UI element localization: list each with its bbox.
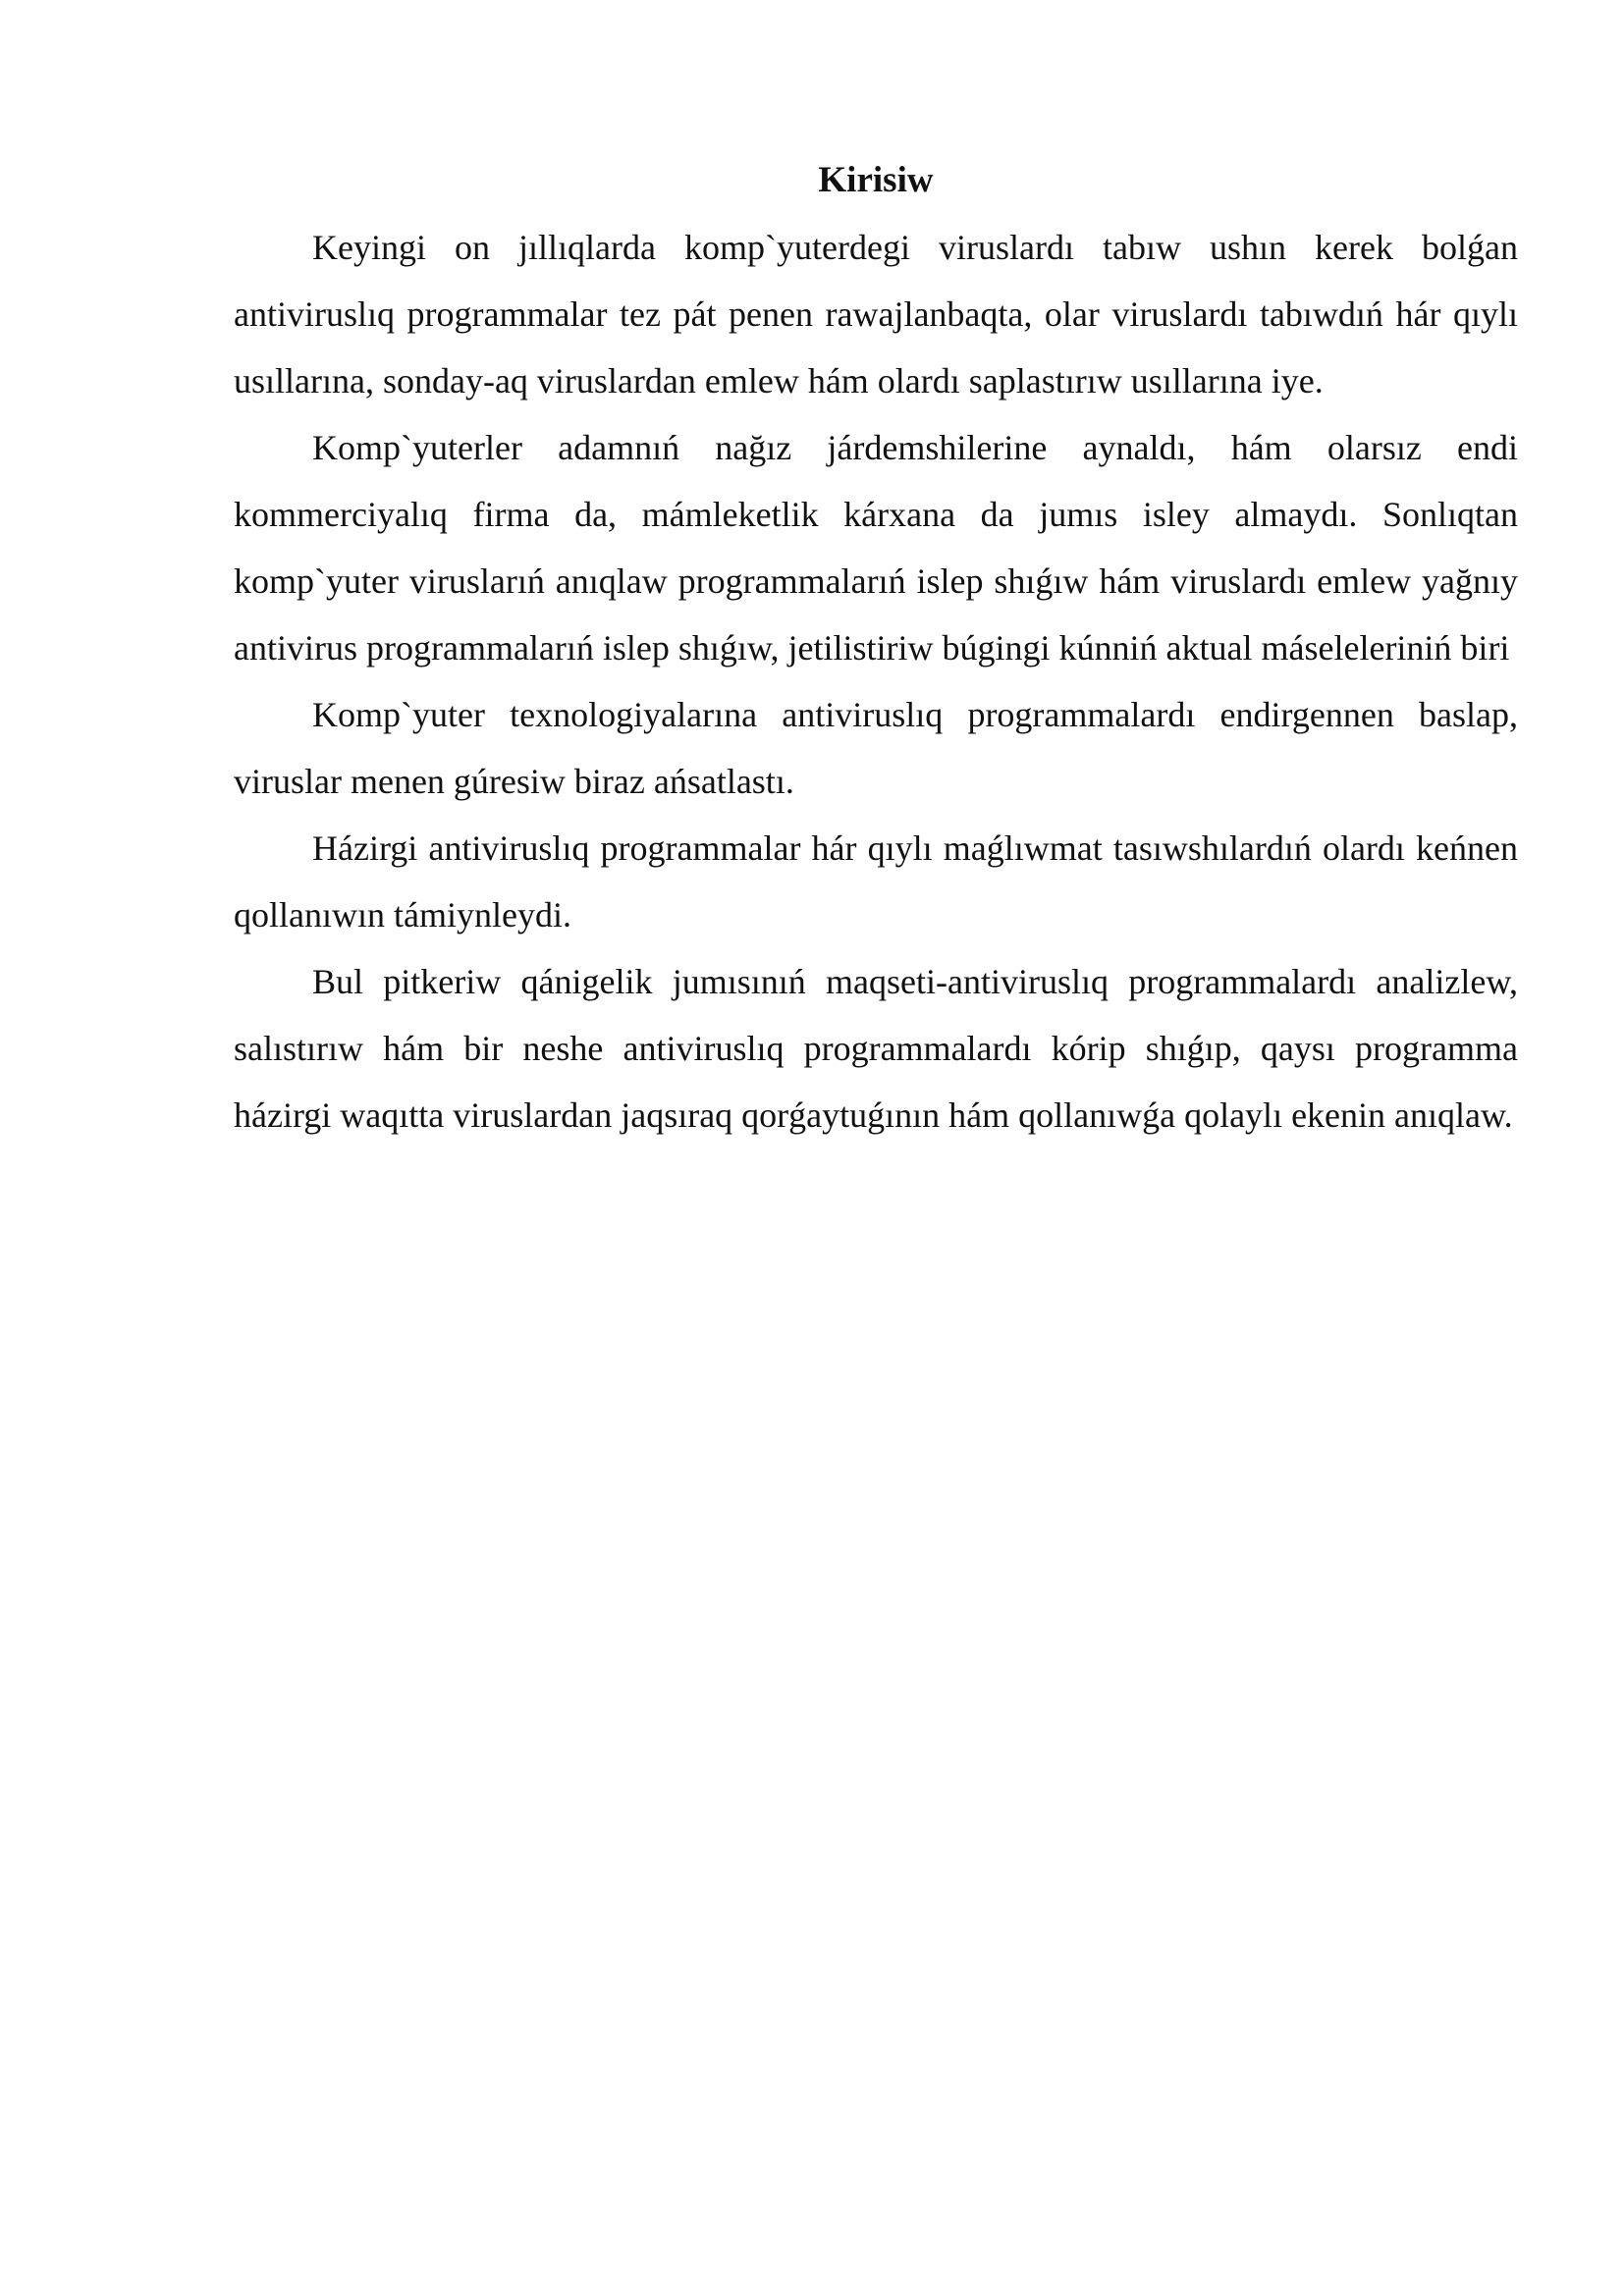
paragraph-2: Komp`yuterler adamnıń nağız járdemshilerine aynaldı, hám olarsız endi kommerciyalıq firma da, mámleketlik kárxana da jumıs isley almaydı. Sonlıqtan komp`yuter viruslarıń anıqlaw programmalarıń islep shıǵıw hám viruslardı emlew yağnıy antivirus programmalarıń islep shıǵıw, jetilistiriw búgingi kúnniń aktual máseleleriniń biri [234,428,1518,667]
paragraph-3: Komp`yuter texnologiyalarına antiviruslıq programmalardı endirgennen baslap, viruslar menen gúresiw biraz ańsatlastı. [234,695,1518,801]
paragraph-1: Keyingi on jıllıqlarda komp`yuterdegi viruslardı tabıw ushın kerek bolǵan antiviruslıq programmalar tez pát penen rawajlanbaqta, olar viruslardı tabıwdıń hár qıylı usıllarına, sonday-aq viruslardan emlew hám olardı saplastırıw usıllarına iye. [234,228,1518,400]
paragraph-4: Házirgi antiviruslıq programmalar hár qıylı maǵlıwmat tasıwshılardıń olardı keńnen qollanıwın támiynleydi. [234,828,1518,934]
paragraph-5: Bul pitkeriw qánigelik jumısınıń maqseti-antiviruslıq programmalardı analizlew, salıstırıw hám bir neshe antiviruslıq programmalardı kórip shıǵıp, qaysı programma házirgi waqıtta viruslardan jaqsıraq qorǵaytuǵının hám qollanıwǵa qolaylı ekenin anıqlaw. [234,962,1518,1135]
page-title: Kirisiw [818,160,934,200]
document-body [234,147,1518,1148]
